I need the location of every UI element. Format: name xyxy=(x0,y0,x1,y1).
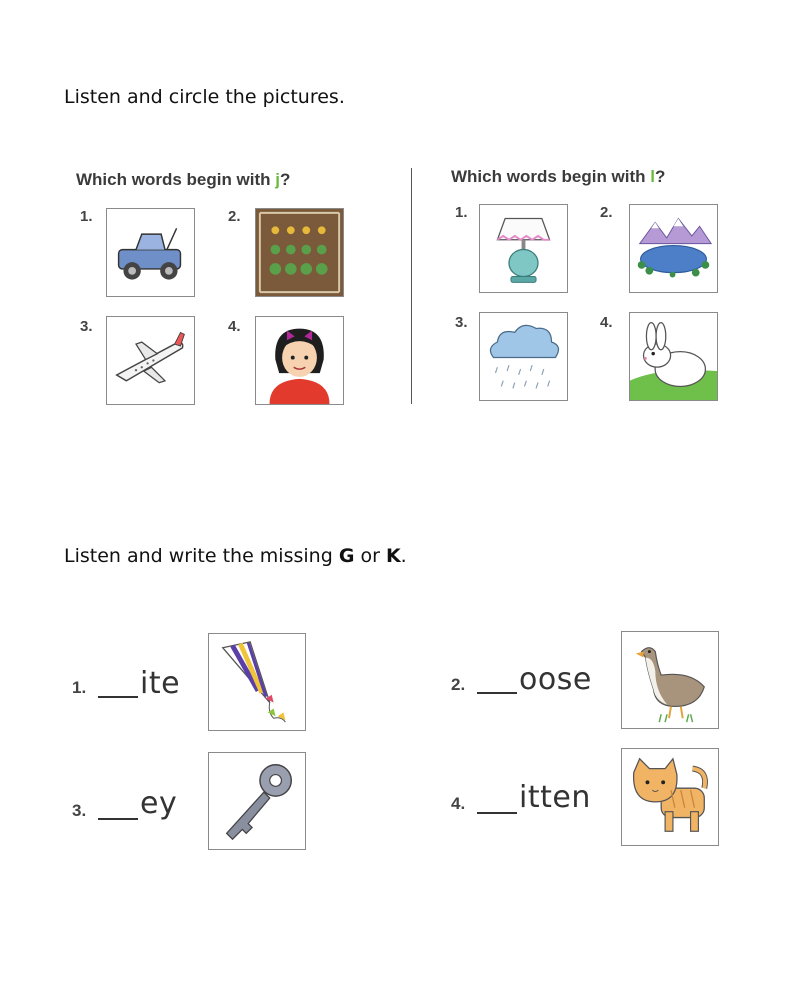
word-number: 3. xyxy=(72,801,87,820)
rabbit-picture[interactable] xyxy=(629,312,718,401)
rain-cloud-icon xyxy=(480,313,567,400)
instruction-circle: Listen and circle the pictures. xyxy=(64,86,345,108)
word-fragment: oose xyxy=(519,662,592,697)
item-number: 1. xyxy=(455,204,468,221)
word-fragment: itten xyxy=(519,780,591,815)
section-divider xyxy=(411,168,412,404)
instruction-write xyxy=(64,545,407,567)
heading-l xyxy=(451,167,665,187)
airplane-picture[interactable] xyxy=(106,316,195,405)
item-number: 2. xyxy=(600,204,613,221)
answer-blank[interactable] xyxy=(98,696,138,698)
heading-l-letter: l xyxy=(650,167,656,186)
instruction-write-suffix: . xyxy=(400,545,407,567)
letter-g: G xyxy=(338,545,355,567)
kite-icon xyxy=(209,634,305,730)
answer-blank[interactable] xyxy=(477,692,517,694)
goose-picture xyxy=(621,631,719,729)
answer-blank[interactable] xyxy=(477,812,517,814)
lamp-picture[interactable] xyxy=(479,204,568,293)
heading-j-suffix: ? xyxy=(280,170,291,189)
kite-picture xyxy=(208,633,306,731)
heading-j-letter: j xyxy=(275,170,281,189)
word-fragment: ite xyxy=(140,666,181,701)
item-number: 3. xyxy=(80,318,93,335)
heading-l-suffix: ? xyxy=(655,167,666,186)
lake-icon xyxy=(630,205,717,292)
jeep-icon xyxy=(107,209,194,296)
garden-picture[interactable] xyxy=(255,208,344,297)
kitten-icon xyxy=(622,749,718,845)
item-number: 1. xyxy=(80,208,93,225)
word-number: 4. xyxy=(451,794,466,813)
heading-j-prefix: Which words begin with xyxy=(76,170,276,189)
airplane-icon xyxy=(107,317,194,404)
kitten-picture xyxy=(621,748,719,846)
instruction-write-prefix: Listen and write the missing xyxy=(64,545,339,567)
girl-icon xyxy=(256,317,343,404)
item-number: 4. xyxy=(600,314,613,331)
goose-icon xyxy=(622,632,718,728)
word-number: 2. xyxy=(451,675,466,694)
heading-l-prefix: Which words begin with xyxy=(451,167,651,186)
item-number: 2. xyxy=(228,208,241,225)
heading-j xyxy=(76,170,290,190)
answer-blank[interactable] xyxy=(98,818,138,820)
key-picture xyxy=(208,752,306,850)
jeep-picture[interactable] xyxy=(106,208,195,297)
word-fragment: ey xyxy=(140,786,178,821)
rain-picture[interactable] xyxy=(479,312,568,401)
item-number: 3. xyxy=(455,314,468,331)
instruction-write-mid: or xyxy=(354,545,386,567)
item-number: 4. xyxy=(228,318,241,335)
letter-k: K xyxy=(385,545,401,567)
lamp-icon xyxy=(480,205,567,292)
garden-icon xyxy=(256,209,343,296)
rabbit-icon xyxy=(630,313,717,400)
word-number: 1. xyxy=(72,678,87,697)
girl-picture[interactable] xyxy=(255,316,344,405)
key-icon xyxy=(209,753,305,849)
lake-picture[interactable] xyxy=(629,204,718,293)
